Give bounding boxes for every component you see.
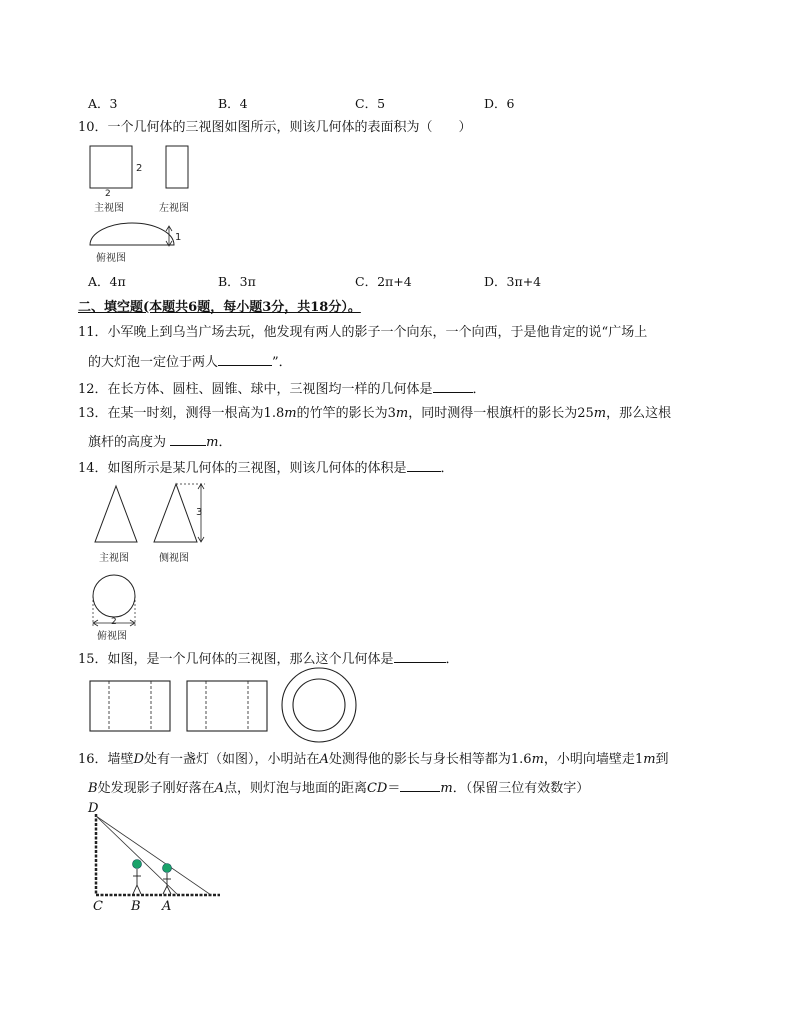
- q13-value-2: 3: [387, 406, 396, 421]
- q16-fig-label-d: D: [88, 801, 99, 816]
- q10-option-a: A．4π: [88, 274, 126, 289]
- q13-text-d: ，那么这根: [606, 406, 672, 421]
- q14-front-label: 主视图: [99, 553, 129, 564]
- q13-unit-3: m: [593, 406, 607, 421]
- q16-text-e: 到: [655, 752, 669, 767]
- q16-point-b: B: [88, 781, 98, 796]
- q10-left-label: 左视图: [159, 203, 189, 214]
- q16-text-i: ．（保留三位有效数字）: [452, 781, 590, 796]
- q16-text-f: 处发现影子刚好落在: [97, 781, 215, 796]
- q16-unit-2: m: [643, 752, 656, 767]
- q13-line2-end: ．: [218, 435, 232, 450]
- q13-text-b: 的竹竿的影长为: [296, 406, 388, 421]
- q13-text-c: ，同时测得一根旗杆的影长为: [408, 406, 578, 421]
- section-2-heading: 二、填空题(本题共6题，每小题3分，共18分）。: [78, 300, 361, 315]
- q16-text-d: ，小明向墙壁走: [543, 752, 635, 767]
- q12-end: ．: [472, 382, 486, 397]
- q14-end: ．: [440, 461, 454, 476]
- q16-text-c: 处测得他的影长与身长相等都为: [328, 752, 511, 767]
- q10-option-b: B．3π: [218, 274, 256, 289]
- q16-point-d: D: [133, 752, 144, 767]
- q16-text-g: 点，则灯泡与地面的距离: [223, 781, 367, 796]
- q13-value-1: 1.8: [263, 406, 285, 421]
- q13-line2-text: 旗杆的高度为: [88, 435, 167, 450]
- q11-line2-end: ”．: [272, 355, 292, 370]
- q14-side-label: 侧视图: [159, 553, 189, 564]
- q13-text-a: 13．在某一时刻，测得一根高为: [78, 406, 264, 421]
- q10-option-d: D．3π+4: [484, 274, 542, 289]
- q12-text: 12．在长方体、圆柱、圆锥、球中，三视图均一样的几何体是: [78, 382, 433, 397]
- q16-text-b: 处有一盏灯（如图），小明站在: [143, 752, 320, 767]
- q14-top-label: 俯视图: [97, 631, 127, 642]
- q16-point-a: A: [319, 752, 329, 767]
- q9-option-d: D．6: [484, 96, 515, 111]
- q10-option-c: C．2π+4: [355, 274, 412, 289]
- q16-person-a-head: [163, 864, 172, 873]
- q10-top-label: 俯视图: [96, 253, 126, 264]
- q15-text: 15．如图，是一个几何体的三视图，那么这个几何体是: [78, 652, 394, 667]
- q16-text-a: 16．墙壁: [78, 752, 134, 767]
- q10-dim-bottom: 2: [105, 189, 111, 199]
- q9-option-a: A．3: [88, 96, 118, 111]
- q10-text: 一个几何体的三视图如图所示，则该几何体的表面积为（ ）: [107, 120, 472, 135]
- q16-fig-label-c: C: [93, 899, 103, 914]
- q9-option-c: C．5: [355, 96, 386, 111]
- q16-text-h: ＝: [387, 781, 401, 796]
- q14-dim-width: 2: [111, 617, 117, 627]
- q16-point-a-2: A: [214, 781, 224, 796]
- q10-number: 10．: [78, 120, 108, 135]
- q11-line2-text: 的大灯泡一定位于两人: [88, 355, 219, 370]
- q10-dim-height: 1: [175, 232, 182, 243]
- q16-value-1: 1.6: [510, 752, 532, 767]
- q9-option-b: B．4: [218, 96, 248, 111]
- q15-end: ．: [445, 652, 459, 667]
- q13-unit-1: m: [284, 406, 297, 421]
- q16-unit-1: m: [531, 752, 544, 767]
- q11-line1: 11．小军晚上到乌当广场去玩，他发现有两人的影子一个向东，一个向西，于是他肯定的说“广场上: [78, 325, 648, 340]
- q14-dim-height: 3: [196, 507, 203, 518]
- q16-fig-label-a: A: [162, 899, 172, 914]
- q14-text: 14．如图所示是某几何体的三视图，则该几何体的体积是: [78, 461, 407, 476]
- q13-value-3: 25: [577, 406, 594, 421]
- q16-person-b-head: [133, 860, 142, 869]
- q13-unit-4: m: [206, 435, 219, 450]
- q13-unit-2: m: [395, 406, 409, 421]
- q10-front-label: 主视图: [94, 203, 124, 214]
- q16-ray-to-far: [96, 816, 211, 895]
- q16-value-2: 1: [634, 752, 644, 767]
- q16-fig-label-b: B: [131, 899, 141, 914]
- q16-unit-3: m: [440, 781, 453, 796]
- q16-segment-cd: CD: [366, 781, 388, 796]
- q10-dim-side: 2: [136, 163, 143, 174]
